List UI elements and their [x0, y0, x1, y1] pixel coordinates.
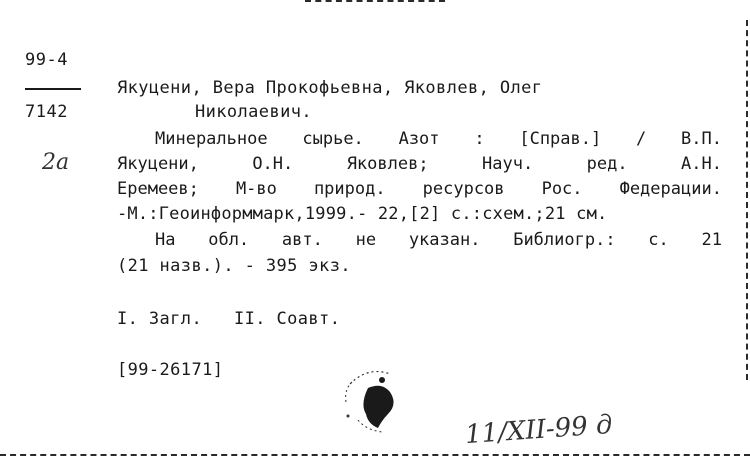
handwritten-margin-mark: 2а — [42, 150, 70, 175]
note-word: На — [155, 230, 176, 250]
resp-word: Рос. — [541, 179, 583, 199]
title-word: / — [636, 129, 647, 149]
resp-word: природ. — [313, 179, 386, 199]
resp-word: ред. — [586, 154, 628, 174]
card-right-perforation — [746, 20, 748, 380]
author-line-1: Якуцени, Вера Прокофьевна, Яковлев, Олег — [117, 78, 543, 98]
note-word: авт. — [281, 230, 323, 250]
resp-word: Яковлев; — [346, 154, 429, 174]
resp-word: А.Н. — [680, 154, 722, 174]
note-line-2: (21 назв.). - 395 экз. — [117, 256, 351, 276]
resp-word: Федерации. — [619, 179, 722, 199]
margin-rule — [25, 88, 81, 90]
title-line — [155, 131, 722, 148]
author-line-2: Николаевич. — [195, 102, 312, 122]
title-word: Минеральное — [155, 129, 268, 149]
note-word: 21 — [701, 230, 722, 250]
tracings: I. Загл. II. Соавт. — [117, 309, 341, 329]
resp-word: О.Н. — [252, 154, 294, 174]
note-word: Библиогр.: — [513, 230, 616, 250]
title-word: сырье. — [302, 129, 364, 149]
resp-word: М-во — [235, 179, 277, 199]
note-word: обл. — [208, 230, 250, 250]
responsibility-line-1 — [117, 156, 722, 173]
top-left-number: 99-4 — [25, 50, 68, 70]
card-bottom-perforation — [0, 454, 750, 456]
card-top-perforation — [305, 0, 445, 2]
title-word: [Справ.] — [519, 129, 602, 149]
resp-word: Еремеев; — [117, 179, 199, 199]
call-number: 7142 — [25, 102, 68, 122]
note-word: указан. — [408, 230, 481, 250]
title-word: : — [474, 129, 485, 149]
title-word: В.П. — [681, 129, 722, 149]
publication-line: -М.:Геоинформмарк,1999.- 22,[2] с.:схем.;21 см. — [117, 204, 608, 224]
library-stamp-icon — [338, 362, 410, 438]
note-word: с. — [648, 230, 669, 250]
resp-word: Якуцени, — [117, 154, 199, 174]
note-word: не — [355, 230, 377, 250]
resp-word: ресурсов — [422, 179, 505, 199]
handwritten-date: 11/XII-99 д — [464, 409, 614, 451]
resp-word: Науч. — [482, 154, 534, 174]
note-line-1 — [155, 232, 722, 249]
record-number: [99-26171] — [117, 360, 224, 380]
responsibility-line-2 — [117, 181, 722, 198]
title-word: Азот — [398, 129, 440, 149]
